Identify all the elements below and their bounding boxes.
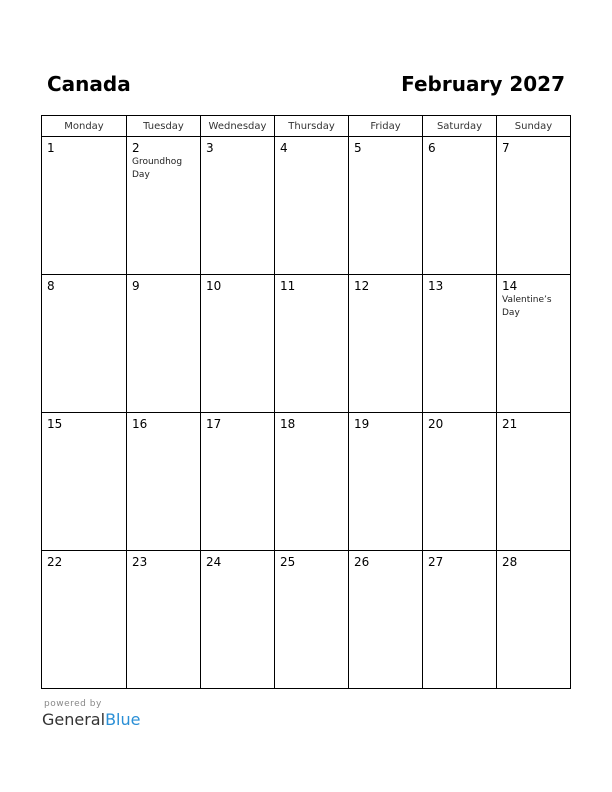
day-number: 15 [47, 417, 63, 431]
day-number: 11 [280, 279, 296, 293]
week-row [42, 413, 571, 551]
holiday-label [423, 155, 496, 156]
day-number: 18 [280, 417, 296, 431]
day-cell [275, 137, 349, 275]
day-number: 26 [354, 555, 370, 569]
holiday-label [201, 569, 274, 570]
day-number: 5 [354, 141, 362, 155]
day-cell [275, 551, 349, 689]
day-cell [423, 137, 497, 275]
holiday-label [349, 293, 422, 294]
day-number: 22 [47, 555, 63, 569]
day-cell [349, 275, 423, 413]
holiday-label [42, 155, 126, 156]
day-cell [497, 137, 571, 275]
day-number: 3 [206, 141, 214, 155]
day-number: 1 [47, 141, 55, 155]
day-cell [127, 137, 201, 275]
day-cell [42, 413, 127, 551]
holiday-label [127, 569, 200, 570]
logo-text-general: General [42, 710, 106, 729]
holiday-label [201, 155, 274, 156]
calendar-grid [41, 115, 571, 689]
day-cell [201, 551, 275, 689]
week-row [42, 551, 571, 689]
day-cell [201, 137, 275, 275]
day-cell [423, 551, 497, 689]
holiday-label [423, 431, 496, 432]
weekday-header: Tuesday [127, 116, 201, 137]
day-cell [275, 275, 349, 413]
holiday-label [497, 569, 570, 570]
day-number: 7 [502, 141, 510, 155]
day-number: 20 [428, 417, 444, 431]
weekday-header: Thursday [275, 116, 349, 137]
day-cell [497, 275, 571, 413]
generalblue-logo[interactable] [42, 710, 140, 730]
day-number: 9 [132, 279, 140, 293]
holiday-label [349, 569, 422, 570]
holiday-label [127, 293, 200, 294]
weekday-header: Sunday [497, 116, 571, 137]
holiday-label [349, 155, 422, 156]
week-row [42, 137, 571, 275]
holiday-label: Groundhog Day [132, 157, 183, 180]
weekday-header: Wednesday [201, 116, 275, 137]
day-cell [349, 413, 423, 551]
holiday-label [275, 293, 348, 294]
day-cell [201, 413, 275, 551]
day-cell [349, 137, 423, 275]
holiday-label [42, 569, 126, 570]
weekday-header: Monday [42, 116, 127, 137]
holiday-label [275, 569, 348, 570]
day-number: 21 [502, 417, 518, 431]
day-number: 4 [280, 141, 288, 155]
logo-text-blue: Blue [105, 710, 141, 729]
day-number: 24 [206, 555, 222, 569]
holiday-label [497, 431, 570, 432]
day-number: 8 [47, 279, 55, 293]
day-cell [42, 137, 127, 275]
holiday-label [42, 293, 126, 294]
holiday-label [201, 293, 274, 294]
day-number: 27 [428, 555, 444, 569]
holiday-label [423, 569, 496, 570]
day-number: 14 [502, 279, 518, 293]
day-cell [42, 551, 127, 689]
holiday-label [497, 155, 570, 156]
holiday-label [275, 155, 348, 156]
day-cell [127, 275, 201, 413]
country-title: Canada [47, 72, 131, 96]
day-cell [497, 551, 571, 689]
day-cell [127, 551, 201, 689]
weekday-header-row [42, 116, 571, 137]
day-number: 23 [132, 555, 148, 569]
holiday-label [349, 431, 422, 432]
powered-by-label: powered by [44, 699, 102, 709]
holiday-label [423, 293, 496, 294]
holiday-label [42, 431, 126, 432]
day-number: 17 [206, 417, 222, 431]
day-number: 2 [132, 141, 140, 155]
day-number: 12 [354, 279, 370, 293]
holiday-label [201, 431, 274, 432]
day-number: 10 [206, 279, 222, 293]
day-number: 6 [428, 141, 436, 155]
day-number: 16 [132, 417, 148, 431]
holiday-label [127, 431, 200, 432]
day-number: 25 [280, 555, 296, 569]
day-number: 28 [502, 555, 518, 569]
day-cell [201, 275, 275, 413]
week-row [42, 275, 571, 413]
month-year-title: February 2027 [401, 72, 565, 96]
holiday-label: Valentine’s Day [502, 295, 552, 318]
day-cell [349, 551, 423, 689]
day-cell [423, 413, 497, 551]
day-cell [275, 413, 349, 551]
day-cell [497, 413, 571, 551]
day-number: 19 [354, 417, 370, 431]
day-cell [42, 275, 127, 413]
holiday-label [275, 431, 348, 432]
weekday-header: Saturday [423, 116, 497, 137]
day-cell [127, 413, 201, 551]
day-number: 13 [428, 279, 444, 293]
day-cell [423, 275, 497, 413]
weekday-header: Friday [349, 116, 423, 137]
